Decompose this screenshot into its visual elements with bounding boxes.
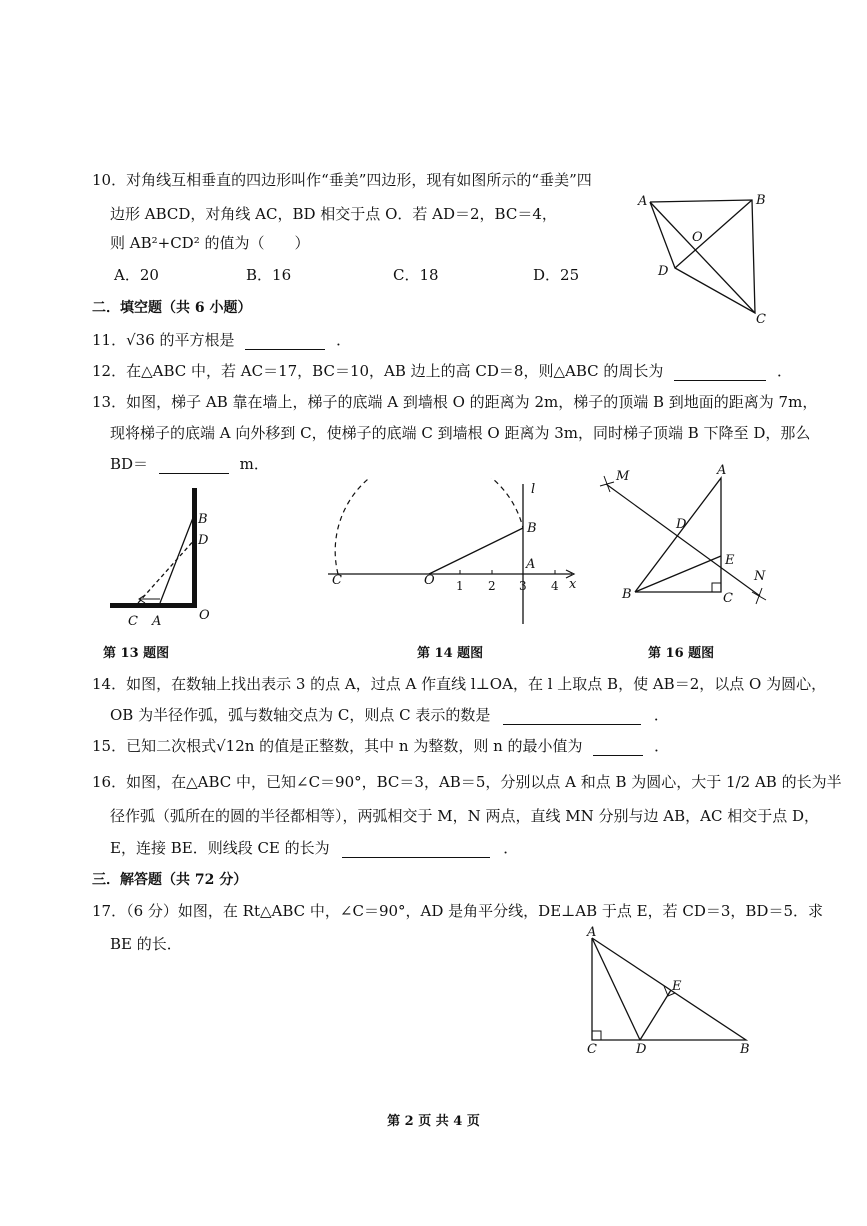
q13-ground	[110, 603, 197, 608]
q16-arc-n-2	[756, 588, 762, 604]
q10-line3: 则 AB²+CD² 的值为（ ）	[110, 234, 310, 252]
q15	[92, 736, 669, 756]
q10-label-o: O	[692, 230, 703, 245]
q14-label-x: x	[569, 577, 577, 592]
q13-label-o: O	[199, 608, 210, 623]
q16-line-mn	[606, 484, 760, 596]
q10-option-c: C．18	[393, 266, 439, 284]
q13-line3-text: BD＝	[110, 455, 149, 473]
q16-label-b: B	[622, 587, 632, 602]
section-2-heading: 二．填空题（共 6 小题）	[92, 300, 252, 316]
q10-option-b: B．16	[246, 266, 292, 284]
q16-line2: 径作弧（弧所在的圆的半径都相等），两弧相交于 M，N 两点，直线 MN 分别与边 AB，AC 相交于点 D，	[110, 807, 820, 825]
q10-label-d: D	[658, 264, 669, 279]
q10-diagonal-ac	[650, 202, 755, 313]
q14-figure	[320, 478, 590, 628]
q10-line2: 边形 ABCD，对角线 AC，BD 相交于点 O．若 AD＝2，BC＝4，	[110, 205, 557, 223]
q17-label-a: A	[587, 925, 597, 940]
q11-answer-blank[interactable]	[245, 335, 325, 350]
q17-label-b: B	[740, 1042, 750, 1057]
q16-label-e: E	[725, 553, 735, 568]
q14-end: ．	[653, 706, 669, 724]
q15-text: 15．已知二次根式√12n 的值是正整数，其中 n 为整数，则 n 的最小值为	[92, 737, 583, 755]
q16-label-d: D	[676, 517, 687, 532]
q13-label-a: A	[152, 614, 162, 629]
q16-line3-text: E，连接 BE．则线段 CE 的长为	[110, 839, 330, 857]
q10-line1: 10．对角线互相垂直的四边形叫作“垂美”四边形，现有如图所示的“垂美”四	[92, 171, 592, 189]
q15-answer-blank[interactable]	[593, 741, 643, 756]
q10-label-c: C	[756, 312, 766, 327]
q10-label-a: A	[638, 194, 648, 209]
q11-end: ．	[336, 331, 352, 349]
section-3-heading: 三．解答题（共 72 分）	[92, 872, 248, 888]
q13-unit: m．	[239, 455, 269, 473]
q13-wall	[192, 488, 197, 608]
q16-label-c: C	[723, 591, 733, 606]
q16-arc-m-2	[604, 476, 610, 492]
q17-segment-de	[640, 990, 671, 1040]
q14-label-o: O	[424, 573, 435, 588]
q14-line2	[110, 705, 669, 725]
q16-label-n: N	[754, 569, 766, 584]
q17-label-e: E	[672, 979, 682, 994]
q10-diagonal-bd	[675, 200, 752, 268]
q14-segment-ob	[429, 528, 523, 574]
q14-label-c: C	[332, 573, 342, 588]
q13-label-b: B	[198, 512, 208, 527]
q16-figure	[590, 462, 775, 612]
q13-ladder-ab	[160, 510, 196, 603]
q13-ladder-cd	[138, 538, 196, 603]
q17-line1: 17．（6 分）如图，在 Rt△ABC 中，∠C＝90°，AD 是角平分线，DE⊥AB 于点 E，若 CD＝3，BD＝5．求	[92, 902, 823, 920]
page-footer: 第 2 页 共 4 页	[387, 1114, 480, 1129]
q17-right-angle-c	[592, 1031, 601, 1040]
q17-line2: BE 的长．	[110, 935, 182, 953]
q16-label-a: A	[717, 463, 727, 478]
q13-label-c: C	[128, 614, 138, 629]
q14-label-a: A	[526, 557, 536, 572]
q10-figure	[630, 185, 770, 330]
caption-q16: 第 16 题图	[648, 646, 715, 661]
q14-arc	[335, 478, 523, 574]
q13-line3	[110, 454, 269, 474]
q12-end: ．	[776, 362, 792, 380]
q14-tick-label-4: 4	[551, 579, 559, 593]
q16-right-angle	[712, 583, 721, 592]
q12-answer-blank[interactable]	[674, 366, 766, 381]
q11-text: 11．√36 的平方根是	[92, 331, 235, 349]
q13-line2: 现将梯子的底端 A 向外移到 C，使梯子的底端 C 到墙根 O 距离为 3m，同时梯子顶端 B 下降至 D，那么	[110, 424, 811, 442]
q16-line1: 16．如图，在△ABC 中，已知∠C＝90°，BC＝3，AB＝5，分别以点 A 和点 B 为圆心，大于 1/2 AB 的长为半	[92, 773, 842, 791]
q14-tick-label-3: 3	[519, 579, 527, 593]
q12	[92, 361, 792, 381]
q15-end: ．	[654, 737, 670, 755]
q16-end: ．	[503, 839, 519, 857]
q12-text: 12．在△ABC 中，若 AC＝17，BC＝10，AB 边上的高 CD＝8，则△ABC 的周长为	[92, 362, 664, 380]
q11	[92, 330, 351, 350]
q10-option-a: A．20	[114, 266, 159, 284]
q14-tick-label-1: 1	[456, 579, 464, 593]
q14-tick-label-2: 2	[488, 579, 496, 593]
caption-q14: 第 14 题图	[417, 646, 484, 661]
q10-option-d: D．25	[533, 266, 580, 284]
q17-label-d: D	[636, 1042, 647, 1057]
q13-line1: 13．如图，梯子 AB 靠在墙上，梯子的底端 A 到墙根 O 的距离为 2m，梯子的顶端 B 到地面的距离为 7m，	[92, 393, 818, 411]
q14-label-b: B	[527, 521, 537, 536]
q17-label-c: C	[587, 1042, 597, 1057]
q14-line2-text: OB 为半径作弧，弧与数轴交点为 C，则点 C 表示的数是	[110, 706, 491, 724]
q16-label-m: M	[616, 469, 630, 484]
q14-label-l: l	[531, 482, 536, 497]
q13-figure	[100, 482, 230, 632]
caption-q13: 第 13 题图	[103, 646, 170, 661]
q14-answer-blank[interactable]	[503, 710, 641, 725]
q16-answer-blank[interactable]	[342, 843, 490, 858]
q14-line1: 14．如图，在数轴上找出表示 3 的点 A，过点 A 作直线 l⊥OA，在 l 上取点 B，使 AB＝2，以点 O 为圆心，	[92, 675, 827, 693]
q13-label-d: D	[198, 533, 209, 548]
q16-line3	[110, 838, 518, 858]
q16-triangle	[635, 478, 721, 592]
q13-answer-blank[interactable]	[159, 459, 229, 474]
q17-figure	[578, 922, 768, 1062]
q10-label-b: B	[756, 193, 766, 208]
q17-triangle	[592, 938, 746, 1040]
